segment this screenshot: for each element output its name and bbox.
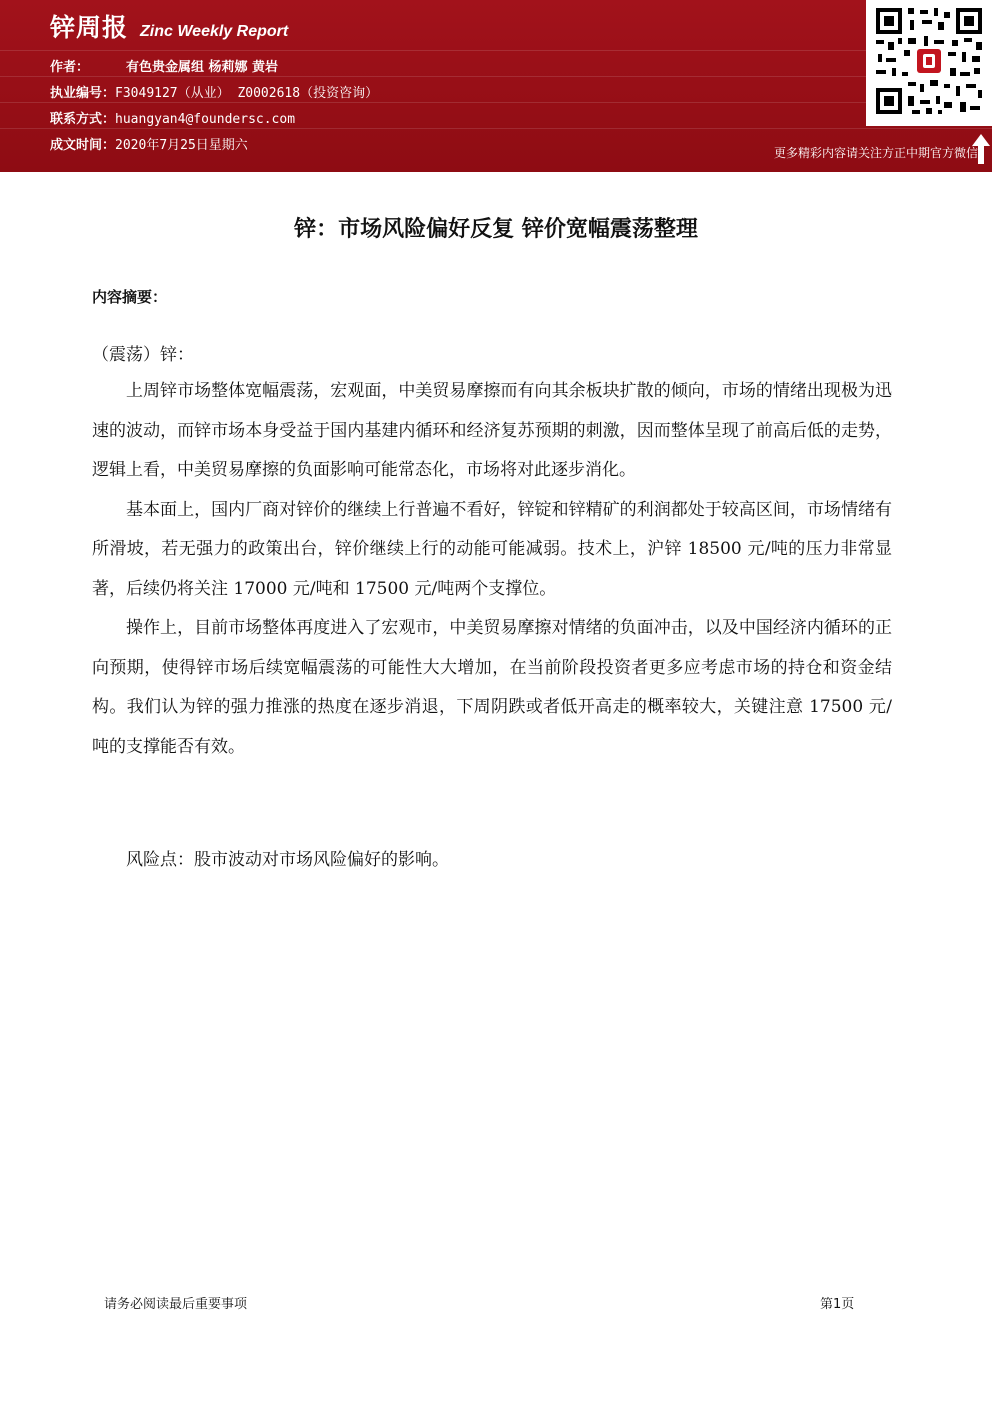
author-row xyxy=(50,56,278,75)
risk-statement: 风险点：股市波动对市场风险偏好的影响。 xyxy=(126,850,449,870)
footer-notice: 请务必阅读最后重要事项 xyxy=(104,1297,248,1312)
contact-label: 联系方式： xyxy=(50,112,116,127)
license-row xyxy=(50,82,378,101)
paragraph-operation: 操作上，目前市场整体再度进入了宏观市，中美贸易摩擦对情绪的负面冲击，以及中国经济内循环的正向预期，使得锌市场后续宽幅震荡的可能性大大增加，在当前阶段投资者更多应考虑市场的持仓和资金结构。我们认为锌的强力推涨的热度在逐步消退，下周阴跌或者低开高走的概率较大，关键注意 17500 元/吨的支撑能否有效。 xyxy=(92,618,892,757)
brand-title-cn: 锌周报 xyxy=(50,13,129,42)
header-stripe xyxy=(0,76,992,77)
header-stripe xyxy=(0,102,992,103)
header-stripe xyxy=(0,128,992,129)
summary-body xyxy=(92,372,892,767)
date-label: 成文时间： xyxy=(50,138,116,153)
license-value: F3049127（从业） Z0002618（投资咨询） xyxy=(115,86,379,101)
contact-row xyxy=(50,108,295,127)
license-label: 执业编号： xyxy=(50,86,116,101)
document-title: 锌：市场风险偏好反复 锌价宽幅震荡整理 xyxy=(294,217,698,242)
qr-code-graphic xyxy=(874,6,984,116)
follow-wechat-text: 更多精彩内容请关注方正中期官方微信 xyxy=(773,146,978,160)
contact-value[interactable]: huangyan4@foundersc.com xyxy=(115,112,296,127)
arrow-up-icon xyxy=(972,134,990,164)
author-label: 作者： xyxy=(50,60,90,75)
header-stripe xyxy=(0,50,992,51)
date-value: 2020年7月25日星期六 xyxy=(115,138,248,153)
paragraph-market: 上周锌市场整体宽幅震荡，宏观面，中美贸易摩擦而有向其余板块扩散的倾向，市场的情绪出现极为迅速的波动，而锌市场本身受益于国内基建内循环和经济复苏预期的刺激，因而整体呈现了前高后低的走势，逻辑上看，中美贸易摩擦的负面影响可能常态化，市场将对此逐步消化。 xyxy=(92,381,892,480)
report-header xyxy=(0,0,992,172)
qr-code-icon[interactable] xyxy=(866,0,992,126)
section-label: （震荡）锌： xyxy=(92,345,194,365)
date-row xyxy=(50,134,248,153)
paragraph-fundamentals: 基本面上，国内厂商对锌价的继续上行普遍不看好，锌锭和锌精矿的利润都处于较高区间，市场情绪有所滑坡，若无强力的政策出台，锌价继续上行的动能可能减弱。技术上，沪锌 18500 元/吨的压力非常显著，后续仍将关注 17000 元/吨和 17500 元/吨两个支撑位。 xyxy=(92,499,892,599)
author-value: 有色贵金属组 杨莉娜 黄岩 xyxy=(126,60,279,75)
header-title-row xyxy=(50,8,288,44)
page-number: 第1页 xyxy=(820,1297,855,1312)
summary-heading: 内容摘要： xyxy=(92,288,168,306)
brand-title-en: Zinc Weekly Report xyxy=(140,23,289,40)
